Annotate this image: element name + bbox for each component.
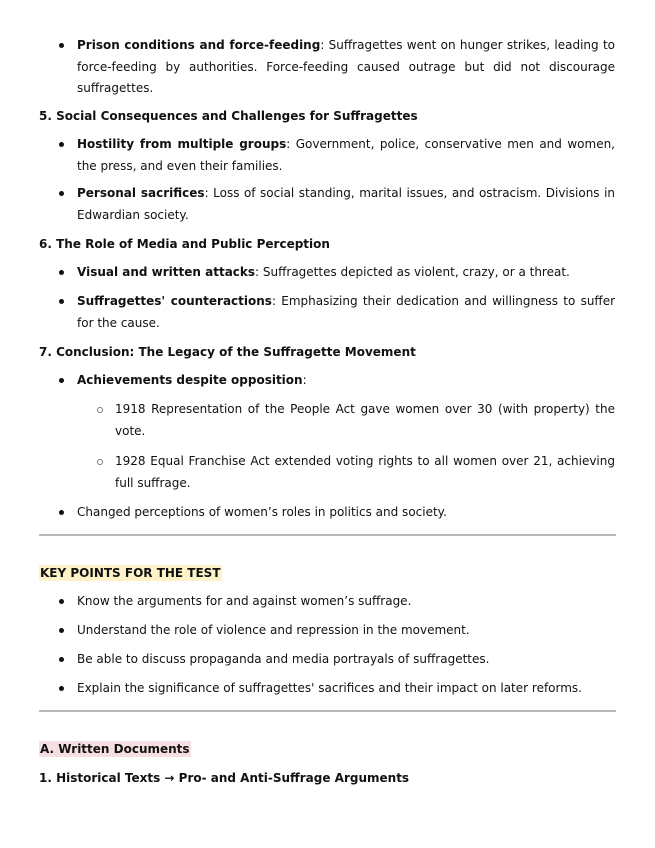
divider — [39, 710, 616, 712]
list-item: Understand the role of violence and repression in the movement. — [77, 620, 615, 642]
list-item — [77, 134, 615, 177]
item-text: : Emphasizing their dedication and willingness to suffer for the cause. — [77, 294, 616, 330]
list-item: Be able to discuss propaganda and media portrayals of suffragettes. — [77, 649, 615, 671]
item-text: : Suffragettes depicted as violent, crazy, or a threat. — [255, 265, 570, 279]
list-item: Explain the significance of suffragettes' sacrifices and their impact on later reforms. — [77, 678, 615, 700]
list-item — [77, 262, 615, 284]
item-term: Suffragettes' counteractions — [77, 294, 272, 308]
list-item: Changed perceptions of women’s roles in politics and society. — [77, 502, 615, 524]
divider — [39, 534, 616, 536]
item-text: : Loss of social standing, marital issues, and ostracism. Divisions in Edwardian society. — [77, 186, 616, 222]
list-item — [77, 370, 615, 392]
section-subheading: 1. Historical Texts → Pro- and Anti-Suffrage Arguments — [39, 771, 410, 785]
list-item: Know the arguments for and against women’s suffrage. — [77, 591, 615, 613]
sub-list-item: 1918 Representation of the People Act gave women over 30 (with property) the vote. — [115, 399, 615, 442]
section-heading: 7. Conclusion: The Legacy of the Suffragette Movement — [39, 345, 416, 359]
section-heading: 5. Social Consequences and Challenges for Suffragettes — [39, 109, 418, 123]
item-term: Achievements despite opposition — [77, 373, 303, 387]
sub-list-item: 1928 Equal Franchise Act extended voting rights to all women over 21, achieving full suffrage. — [115, 451, 615, 494]
item-term: Hostility from multiple groups — [77, 137, 287, 151]
item-term: Prison conditions and force-feeding — [77, 38, 321, 52]
item-term: Personal sacrifices — [77, 186, 205, 200]
key-points-heading — [39, 565, 222, 581]
item-text: : Suffragettes went on hunger strikes, leading to force-feeding by authorities. Force-feeding caused outrage but did not discourage suffragettes. — [77, 38, 615, 95]
section-heading: 6. The Role of Media and Public Perception — [39, 237, 330, 251]
written-docs-heading-text: A. Written Documents — [40, 742, 190, 756]
key-points-heading-text: KEY POINTS FOR THE TEST — [40, 566, 221, 580]
list-item — [77, 183, 615, 226]
list-item — [77, 291, 615, 334]
list-item — [77, 35, 615, 100]
item-term: Visual and written attacks — [77, 265, 256, 279]
item-text: : — [302, 373, 307, 387]
item-text: : Government, police, conservative men and women, the press, and even their families. — [77, 137, 615, 173]
written-docs-heading — [39, 741, 191, 757]
